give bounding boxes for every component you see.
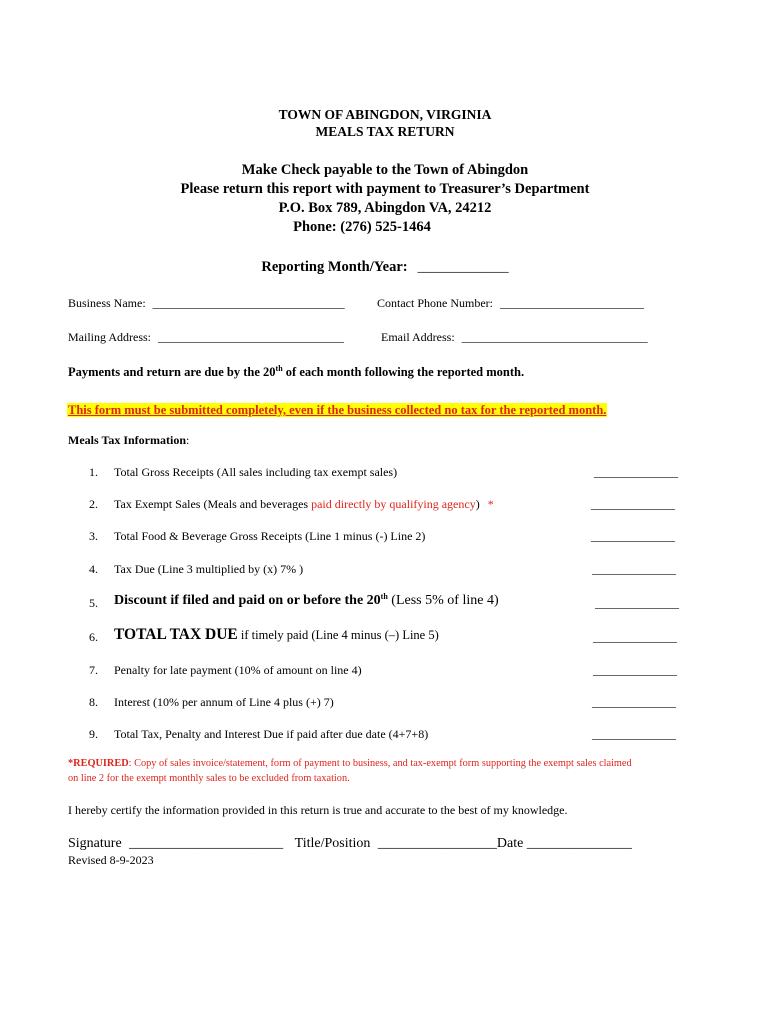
item-number: 2. [89, 497, 98, 511]
submission-warning [67, 401, 607, 419]
item-blank[interactable]: ______________ [592, 695, 676, 709]
contact-phone-field[interactable]: ________________________ [499, 296, 644, 310]
item-number: 9. [89, 727, 98, 741]
item-text: Total Food & Beverage Gross Receipts (Line 1 minus (-) Line 2) [114, 529, 426, 543]
email-row [381, 330, 648, 345]
section-heading [68, 433, 189, 448]
email-field[interactable]: _______________________________ [461, 330, 648, 344]
item-sup: th [380, 592, 388, 601]
item-text: Tax Exempt Sales (Meals and beverages [114, 497, 312, 511]
item-number: 3. [89, 529, 98, 543]
section-colon: : [186, 433, 190, 447]
due-notice-text: Payments and return are due by the 20 [68, 365, 276, 379]
due-notice [68, 365, 524, 380]
item-text: Total Gross Receipts (All sales including tax exempt sales) [114, 465, 398, 479]
reporting-field[interactable]: _____________ [417, 260, 509, 275]
item-text: (Less 5% of line 4) [387, 593, 499, 608]
required-marker: * [487, 497, 494, 511]
item-number: 5. [89, 596, 98, 610]
due-notice-sup: th [275, 363, 283, 373]
item-number: 6. [89, 630, 98, 644]
form-title: MEALS TAX RETURN [315, 124, 455, 139]
return-to-line: Please return this report with payment to Treasurer’s Department [180, 181, 590, 197]
item-text: Total Tax, Penalty and Interest Due if paid after due date (4+7+8) [114, 727, 429, 741]
revision-date: Revised 8-9-2023 [68, 853, 154, 867]
item-text-red: paid directly by qualifying agency [311, 497, 476, 511]
item-text-row [114, 497, 494, 512]
mailing-address-row [68, 330, 344, 345]
signature-field[interactable]: ______________________ [129, 836, 284, 851]
item-number: 4. [89, 562, 98, 576]
business-name-row [68, 296, 345, 311]
item-text: Penalty for late payment (10% of amount on line 4) [114, 663, 362, 677]
title-position-label: Title/Position [294, 836, 371, 851]
item-number: 7. [89, 663, 98, 677]
item-blank[interactable]: ______________ [591, 529, 675, 543]
address-line: P.O. Box 789, Abingdon VA, 24212 [278, 200, 492, 216]
item-text: Tax Due (Line 3 multiplied by (x) 7% ) [114, 562, 304, 576]
date-label: Date [496, 836, 524, 851]
mailing-address-field[interactable]: _______________________________ [158, 330, 344, 344]
item-text-bold: Discount if filed and paid on or before the 20 [114, 593, 381, 608]
contact-phone-row [377, 296, 644, 311]
contact-phone-label: Contact Phone Number: [377, 296, 493, 310]
town-title: TOWN OF ABINGDON, VIRGINIA [278, 107, 492, 122]
item-blank[interactable]: ______________ [592, 727, 676, 741]
item-number: 1. [89, 465, 98, 479]
item-blank[interactable]: ______________ [591, 497, 675, 511]
warning-text: This form must be submitted completely, even if the business collected no tax for the reported month. [68, 403, 607, 417]
item-blank[interactable]: ______________ [592, 562, 676, 576]
required-label: *REQUIRED [68, 758, 129, 769]
section-title: Meals Tax Information [68, 433, 187, 447]
item-blank[interactable]: ______________ [594, 465, 678, 479]
reporting-label: Reporting Month/Year: [261, 259, 408, 275]
business-name-field[interactable]: ________________________________ [152, 296, 345, 310]
required-note [68, 758, 632, 769]
email-label: Email Address: [381, 330, 455, 344]
due-notice-text-end: of each month following the reported month. [282, 365, 525, 379]
phone-line: Phone: (276) 525-1464 [293, 219, 431, 235]
item-blank[interactable]: ______________ [595, 596, 679, 610]
date-field[interactable]: _______________ [526, 836, 632, 851]
title-position-field[interactable]: _________________ [377, 836, 497, 851]
item-text-end: ) [475, 497, 480, 511]
item-blank[interactable]: ______________ [593, 663, 677, 677]
required-note-line1: : Copy of sales invoice/statement, form of payment to business, and tax-exempt form supporting the exempt sales claimed [128, 758, 632, 769]
item-text-row [114, 626, 439, 644]
item-text-row [114, 593, 499, 609]
certification-statement: I hereby certify the information provided in this return is true and accurate to the best of my knowledge. [68, 803, 568, 817]
signature-label: Signature [68, 836, 122, 851]
mailing-address-label: Mailing Address: [68, 330, 151, 344]
item-number: 8. [89, 695, 98, 709]
business-name-label: Business Name: [68, 296, 146, 310]
item-text-bold: TOTAL TAX DUE [114, 626, 238, 643]
item-blank[interactable]: ______________ [593, 630, 677, 644]
check-payable-line: Make Check payable to the Town of Abingdon [241, 162, 529, 178]
required-note-line2: on line 2 for the exempt monthly sales to be excluded from taxation. [68, 773, 350, 784]
item-text: if timely paid (Line 4 minus (–) Line 5) [237, 628, 439, 642]
item-text: Interest (10% per annum of Line 4 plus (+) 7) [114, 695, 334, 709]
signature-row [68, 836, 632, 852]
reporting-period [0, 258, 770, 276]
